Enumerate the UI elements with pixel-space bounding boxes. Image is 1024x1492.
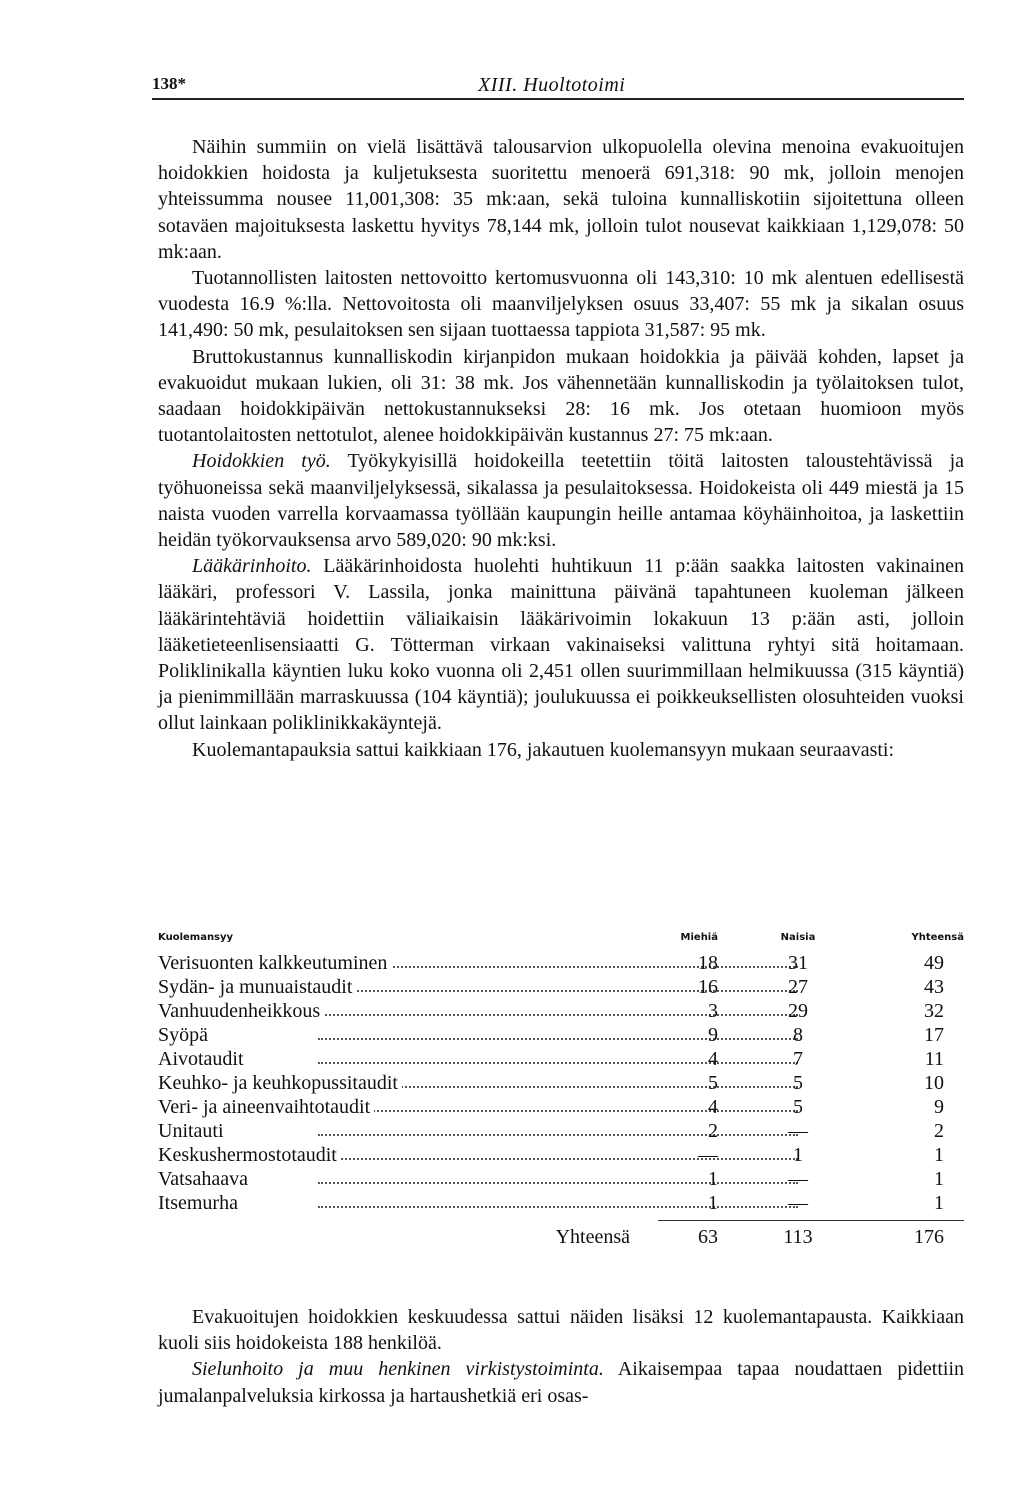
total-count: 2 bbox=[934, 1120, 944, 1142]
men-count: — bbox=[698, 1144, 718, 1166]
table-total-row bbox=[158, 1220, 964, 1250]
column-header-men: Miehiä bbox=[680, 932, 718, 943]
men-count: 16 bbox=[698, 976, 718, 998]
women-count: 1 bbox=[793, 1144, 803, 1166]
total-count: 1 bbox=[934, 1192, 944, 1214]
total-count: 9 bbox=[934, 1096, 944, 1118]
table-row bbox=[158, 1120, 964, 1144]
leader-dots bbox=[318, 1062, 798, 1064]
paragraph: Hoidokkien työ. Työkykyisillä hoidokeilla teetettiin töitä laitosten taloustehtävissä ja työhuoneissa sekä maanviljelyksessä, sikalassa ja pesulaitoksessa. Hoidokeista oli 449 miestä ja 15 naista vuoden varrella korvaamassa työllään kaupungin heille antamaa köyhäinhoitoa, ja laskettiin heidän työkorvauksensa arvo 589,020: 90 mk:ksi. bbox=[158, 450, 965, 552]
women-count: 27 bbox=[788, 976, 808, 998]
men-count: 4 bbox=[708, 1096, 718, 1118]
paragraph: Tuotannollisten laitosten nettovoitto kertomusvuonna oli 143,310: 10 mk alentuen edellisestä vuodesta 16.9 %:lla. Nettovoitosta oli maanviljelyksen osuus 33,407: 55 mk ja sikalan osuus 141,490: 50 mk, pesulaitoksen sen sijaan tuottaessa tappiota 31,587: 95 mk. bbox=[158, 267, 964, 342]
table-row bbox=[158, 1096, 964, 1120]
leader-dots bbox=[318, 1182, 798, 1184]
section-heading: Lääkärinhoito. bbox=[192, 555, 312, 578]
women-count: — bbox=[788, 1168, 808, 1190]
leader-dots bbox=[318, 1110, 798, 1112]
total-count: 11 bbox=[924, 1048, 944, 1070]
women-count: 8 bbox=[793, 1024, 803, 1046]
men-count: 1 bbox=[708, 1168, 718, 1190]
table-row bbox=[158, 1048, 964, 1072]
table-row bbox=[158, 952, 964, 976]
total-count: 49 bbox=[924, 952, 944, 974]
section-heading: Sielunhoito ja muu henkinen virkistystoiminta. bbox=[192, 1358, 604, 1381]
cause-label: Aivotaudit bbox=[158, 1048, 248, 1070]
table-row bbox=[158, 1144, 964, 1168]
leader-dots bbox=[318, 1038, 798, 1040]
women-count: — bbox=[788, 1120, 808, 1142]
men-count: 1 bbox=[708, 1192, 718, 1214]
women-total: 113 bbox=[783, 1226, 813, 1248]
women-count: 7 bbox=[793, 1048, 803, 1070]
death-causes-table bbox=[158, 928, 964, 1250]
cause-label: Itsemurha bbox=[158, 1192, 242, 1214]
women-count: — bbox=[788, 1192, 808, 1214]
body-text-bottom bbox=[158, 1304, 964, 1409]
total-count: 17 bbox=[924, 1024, 944, 1046]
cause-label: Vanhuudenheikkous bbox=[158, 1000, 324, 1022]
cause-label: Veri- ja aineenvaihtotaudit bbox=[158, 1096, 374, 1118]
grand-total: 176 bbox=[914, 1226, 944, 1248]
column-header-total: Yhteensä bbox=[911, 932, 964, 943]
cause-label: Keskushermostotaudit bbox=[158, 1144, 341, 1166]
table-row bbox=[158, 1192, 964, 1216]
body-text-top bbox=[158, 134, 964, 763]
women-count: 29 bbox=[788, 1000, 808, 1022]
column-header-women: Naisia bbox=[780, 932, 816, 943]
leader-dots bbox=[318, 1014, 798, 1016]
paragraph: Evakuoitujen hoidokkien keskuudessa sattui näiden lisäksi 12 kuolemantapausta. Kaikkiaan kuoli siis hoidokeista 188 henkilöä. bbox=[158, 1306, 964, 1355]
women-count: 5 bbox=[793, 1096, 803, 1118]
cause-label: Verisuonten kalkkeutuminen bbox=[158, 952, 391, 974]
page-number: 138* bbox=[152, 74, 186, 93]
running-head: XIII. Huoltotoimi bbox=[478, 74, 626, 96]
men-count: 18 bbox=[698, 952, 718, 974]
men-total: 63 bbox=[698, 1226, 718, 1248]
table-row bbox=[158, 976, 964, 1000]
total-count: 43 bbox=[924, 976, 944, 998]
table-row bbox=[158, 1168, 964, 1192]
paragraph: Sielunhoito ja muu henkinen virkistystoiminta. Aikaisempaa tapaa noudattaen pidettiin jumalanpalveluksia kirkossa ja hartaushetkiä eri osas- bbox=[158, 1358, 964, 1407]
leader-dots bbox=[318, 1158, 798, 1160]
table-row bbox=[158, 1024, 964, 1048]
paragraph: Näihin summiin on vielä lisättävä talousarvion ulkopuolella olevina menoina evakuoitujen hoidokkien hoidosta ja kuljetuksesta suoritettu menoerä 691,318: 90 mk, jolloin menojen yhteissumma nousee 11,001,308: 35 mk:aan, sekä tuloina kunnalliskotiin sijoitettuna olleen sotaväen majoituksesta laskettu hyvitys 78,144 mk, jolloin tulot nousevat kaikkiaan 1,129,078: 50 mk:aan. bbox=[158, 136, 964, 263]
total-count: 10 bbox=[924, 1072, 944, 1094]
cause-label: Unitauti bbox=[158, 1120, 228, 1142]
page-header bbox=[152, 74, 964, 98]
table-row bbox=[158, 1000, 964, 1024]
cause-label: Sydän- ja munuaistaudit bbox=[158, 976, 356, 998]
women-count: 5 bbox=[793, 1072, 803, 1094]
paragraph: Bruttokustannus kunnalliskodin kirjanpidon mukaan hoidokkia ja päivää kohden, lapset ja evakuoidut mukaan lukien, oli 31: 38 mk. Jos vähennetään kunnalliskodin ja työlaitoksen tulot, saadaan hoidokkipäivän nettokustannukseksi 28: 16 mk. Jos otetaan huomioon myös tuotantolaitosten nettotulot, alenee hoidokkipäivän kustannus 27: 75 mk:aan. bbox=[158, 345, 964, 447]
leader-dots bbox=[318, 1134, 798, 1136]
men-count: 2 bbox=[708, 1120, 718, 1142]
total-rule bbox=[658, 1220, 964, 1221]
paragraph: Kuolemantapauksia sattui kaikkiaan 176, jakautuen kuolemansyyn mukaan seuraavasti: bbox=[192, 738, 895, 761]
men-count: 4 bbox=[708, 1048, 718, 1070]
total-label: Yhteensä bbox=[555, 1226, 630, 1248]
total-count: 32 bbox=[924, 1000, 944, 1022]
men-count: 5 bbox=[708, 1072, 718, 1094]
column-header-cause: Kuolemansyy bbox=[158, 932, 234, 943]
section-heading: Hoidokkien työ. bbox=[192, 450, 331, 473]
leader-dots bbox=[318, 990, 798, 992]
women-count: 31 bbox=[788, 952, 808, 974]
paragraph: Lääkärinhoito. Lääkärinhoidosta huolehti huhtikuun 11 p:ään saakka laitosten vakinainen lääkäri, professori V. Lassila, jonka mainittuna päivänä tapahtuneen kuoleman jälkeen lääkärintehtäviä hoidettiin väliaikaisin lääkärivoimin lokakuun 13 p:ään asti, jolloin lääketieteenlisensiaatti G. Tötterman virkaan vakinaiseksi valittuna ryhtyi sitä hoitamaan. Poliklinikalla käyntien luku koko vuonna oli 2,451 ollen suurimmillaan helmikuussa (315 käyntiä) ja pienimmillään marraskuussa (104 käyntiä); joulukuussa ei poikkeuksellisten olosuhteiden vuoksi ollut lainkaan poliklinikkakäyntejä. bbox=[158, 555, 964, 735]
men-count: 3 bbox=[708, 1000, 718, 1022]
cause-label: Vatsahaava bbox=[158, 1168, 252, 1190]
table-header bbox=[158, 928, 964, 952]
table-row bbox=[158, 1072, 964, 1096]
total-count: 1 bbox=[934, 1144, 944, 1166]
cause-label: Keuhko- ja keuhkopussitaudit bbox=[158, 1072, 402, 1094]
cause-label: Syöpä bbox=[158, 1024, 212, 1046]
header-rule bbox=[152, 98, 964, 100]
men-count: 9 bbox=[708, 1024, 718, 1046]
leader-dots bbox=[318, 1206, 798, 1208]
total-count: 1 bbox=[934, 1168, 944, 1190]
